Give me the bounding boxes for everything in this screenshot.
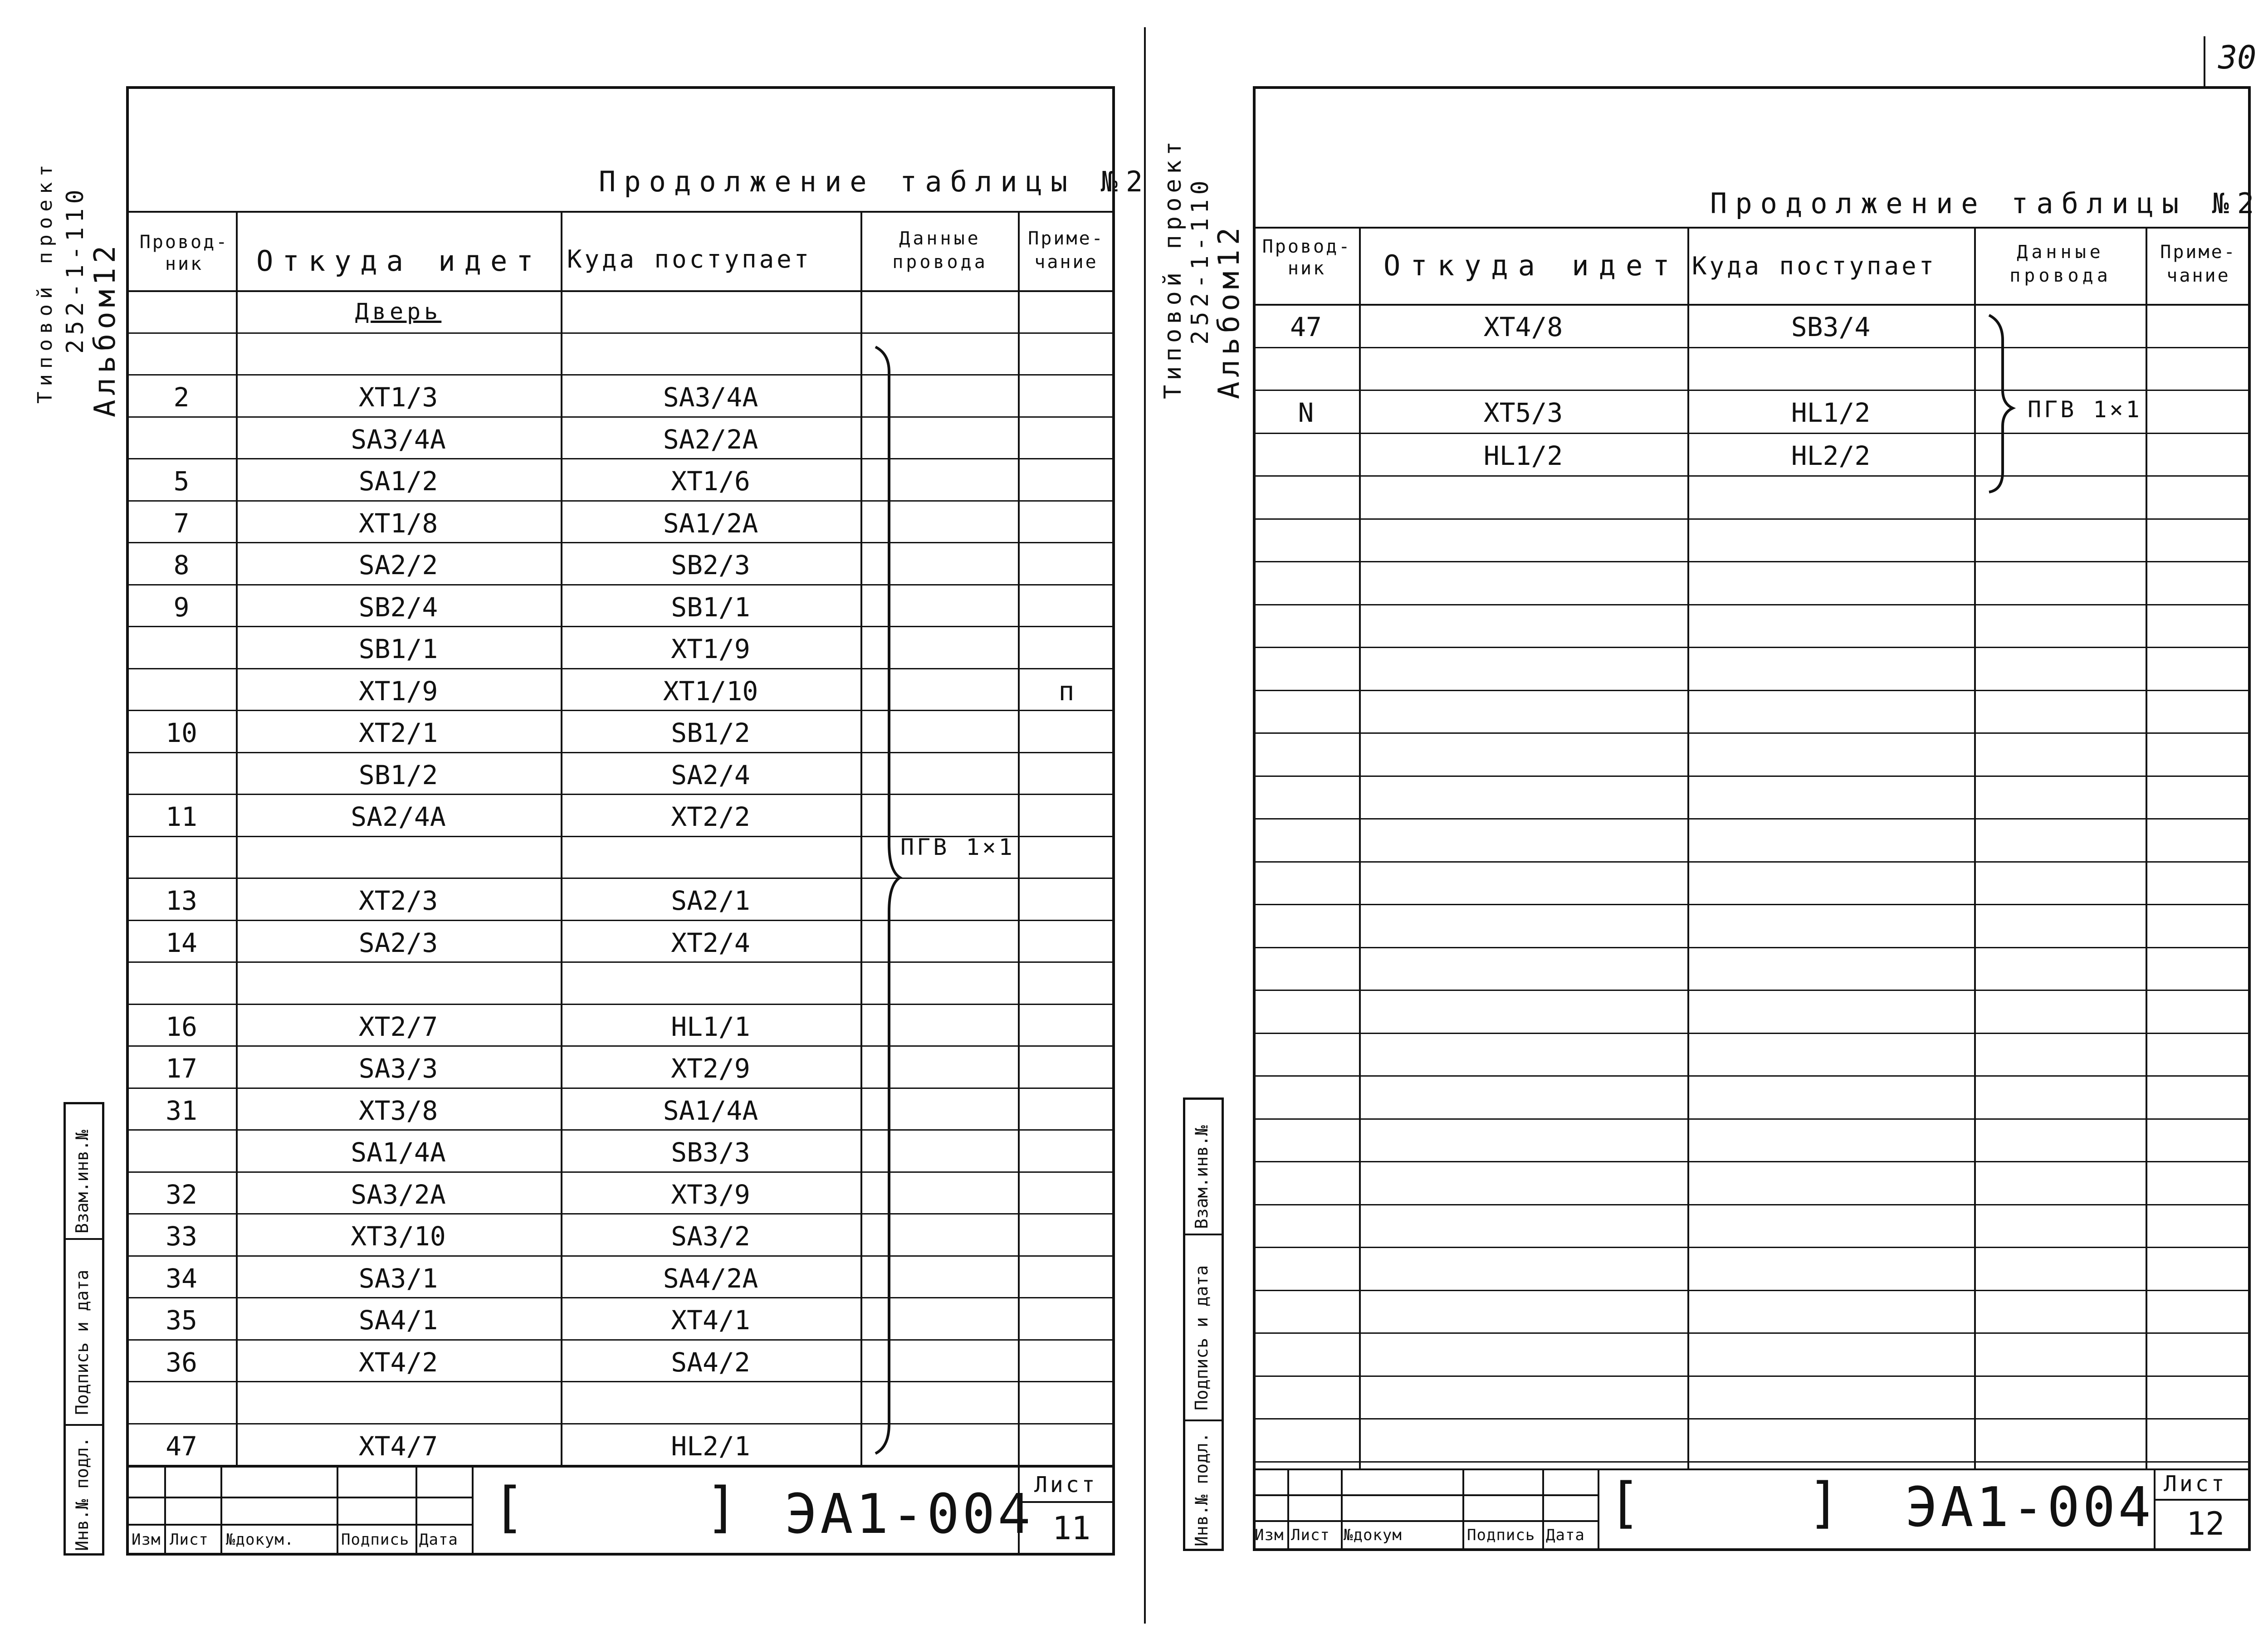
stamp-col-line <box>415 1466 417 1556</box>
row-to: HL1/2 <box>1791 397 1871 428</box>
header-bottom-line <box>126 290 1115 292</box>
row-conductor: 14 <box>166 927 197 958</box>
header-from: Откуда идет <box>256 244 543 278</box>
row-from: SA3/3 <box>358 1053 438 1084</box>
row-to: SA3/2 <box>671 1221 750 1252</box>
row-from: SA2/4A <box>351 801 446 832</box>
stamp-row-line <box>1253 1494 1598 1496</box>
stamp-sign-label: Подпись и дата <box>1192 1265 1212 1410</box>
stamp-col-line <box>164 1466 166 1556</box>
row-rule <box>1253 347 2251 348</box>
stamp-col-line <box>1542 1468 1544 1551</box>
row-rule <box>126 920 1115 921</box>
row-rule <box>126 878 1115 879</box>
side-label-album: Альбом12 <box>1212 223 1246 399</box>
row-rule <box>1253 690 2251 691</box>
brace-icon <box>871 345 903 1456</box>
row-from: XT1/3 <box>358 382 438 413</box>
row-rule <box>126 458 1115 459</box>
row-rule <box>1253 1290 2251 1291</box>
row-from: SB1/2 <box>358 759 438 790</box>
side-label-project: Типовой проект <box>1159 137 1187 399</box>
stamp-col-izm: Изм <box>1255 1526 1284 1544</box>
row-rule <box>1253 1033 2251 1034</box>
brace-icon <box>1984 313 2016 494</box>
row-rule <box>126 1339 1115 1341</box>
page-number-box <box>2204 36 2205 86</box>
row-to: SA4/2 <box>671 1346 750 1378</box>
stamp-sign-label: Подпись и дата <box>72 1269 92 1415</box>
row-rule <box>126 668 1115 669</box>
row-to: XT2/2 <box>671 801 750 832</box>
header-wire: Данные провода <box>2009 242 2112 286</box>
row-to: SB3/3 <box>671 1137 750 1168</box>
doc-code: ЭА1-004 <box>1905 1476 2154 1539</box>
wire-bracket <box>1984 313 2016 494</box>
row-rule <box>1253 1161 2251 1162</box>
stamp-replace-label: Взам.инв.№ <box>1192 1125 1212 1229</box>
row-conductor: 11 <box>166 801 197 832</box>
stamp-row-line <box>126 1497 472 1498</box>
row-rule <box>126 1381 1115 1382</box>
row-rule <box>126 332 1115 334</box>
row-conductor: 34 <box>166 1263 197 1294</box>
row-conductor: 17 <box>166 1053 197 1084</box>
header-top-line <box>1253 227 2251 229</box>
row-from: XT2/7 <box>358 1011 438 1042</box>
stamp-row-line <box>126 1524 472 1526</box>
stamp-col-line <box>1287 1468 1289 1551</box>
stamp-col-sign: Подпись <box>341 1531 410 1549</box>
row-note: п <box>1058 675 1075 707</box>
stamp-col-list: Лист <box>1291 1526 1330 1544</box>
row-rule <box>1253 604 2251 605</box>
row-conductor: 2 <box>173 382 190 413</box>
stamp-col-line <box>337 1466 338 1556</box>
col-divider <box>1018 211 1020 1467</box>
row-to: SB1/1 <box>671 591 750 623</box>
stamp-col-list: Лист <box>170 1531 209 1549</box>
row-from: XT2/3 <box>358 885 438 916</box>
row-rule <box>126 961 1115 963</box>
page-number: 30 <box>2218 39 2257 76</box>
row-rule <box>1253 561 2251 562</box>
row-from: XT4/8 <box>1483 312 1563 342</box>
wire-bracket <box>871 345 903 1456</box>
row-rule <box>1253 1375 2251 1377</box>
row-rule <box>126 1171 1115 1173</box>
row-rule <box>1253 1332 2251 1334</box>
row-conductor: 7 <box>173 507 190 539</box>
stamp-divider <box>472 1466 474 1556</box>
row-from: SA3/2A <box>351 1179 446 1210</box>
row-rule <box>126 752 1115 753</box>
row-to: XT3/9 <box>671 1179 750 1210</box>
row-to: SA2/2A <box>663 424 758 455</box>
stamp-col-line <box>220 1466 222 1556</box>
row-conductor: 10 <box>166 717 197 748</box>
stamp-col-doc: №докум <box>1344 1526 1402 1544</box>
center-fold-line <box>1144 27 1146 1624</box>
stamp-side-divider <box>64 1424 104 1426</box>
row-conductor: 13 <box>166 885 197 916</box>
row-from: XT2/1 <box>358 717 438 748</box>
header-note: Приме-чание <box>2160 242 2237 286</box>
row-rule <box>1253 1075 2251 1077</box>
row-rule <box>126 500 1115 502</box>
stamp-row-line <box>1253 1520 1598 1522</box>
row-from: SA1/2 <box>358 466 438 497</box>
row-rule <box>1253 433 2251 434</box>
row-conductor: 33 <box>166 1221 197 1252</box>
row-to: SA4/2A <box>663 1263 758 1294</box>
row-rule <box>126 710 1115 711</box>
stamp-side-divider <box>64 1238 104 1240</box>
stamp-top-line <box>1253 1468 2251 1470</box>
row-conductor: 32 <box>166 1179 197 1210</box>
stamp-bracket-open: [ <box>1608 1472 1641 1535</box>
stamp-bracket-close: ] <box>705 1476 738 1539</box>
table-caption: Продолжение таблицы №2 <box>1710 187 2263 220</box>
row-conductor: 31 <box>166 1095 197 1126</box>
row-to: HL2/2 <box>1791 440 1871 471</box>
row-from: SA2/2 <box>358 550 438 580</box>
row-rule <box>1253 1204 2251 1205</box>
row-rule <box>1253 861 2251 863</box>
row-rule <box>126 1045 1115 1047</box>
stamp-replace-label: Взам.инв.№ <box>72 1130 92 1234</box>
row-rule <box>1253 732 2251 734</box>
stamp-inv-label: Инв.№ подл. <box>1192 1432 1212 1546</box>
row-rule <box>126 626 1115 627</box>
stamp-col-date: Дата <box>1546 1526 1585 1544</box>
row-from: XT3/10 <box>351 1221 446 1252</box>
sheet-label: Лист <box>2164 1471 2227 1497</box>
row-rule <box>126 794 1115 795</box>
stamp-inv-label: Инв.№ подл. <box>72 1437 92 1551</box>
row-rule <box>1253 647 2251 648</box>
row-conductor: 5 <box>173 466 190 497</box>
sheet-number: 11 <box>1052 1510 1091 1547</box>
row-from: XT1/8 <box>358 507 438 539</box>
sheet-label: Лист <box>1034 1472 1098 1497</box>
row-to: SA1/4A <box>663 1095 758 1126</box>
row-from: HL1/2 <box>1483 440 1563 471</box>
row-to: XT1/6 <box>671 466 750 497</box>
doc-code: ЭА1-004 <box>785 1483 1033 1546</box>
side-label-number: 252-1-110 <box>62 185 89 354</box>
col-divider <box>860 211 862 1467</box>
stamp-col-line <box>1341 1468 1343 1551</box>
header-to: Куда поступает <box>567 245 812 273</box>
row-rule <box>126 1213 1115 1215</box>
row-from: XT4/2 <box>358 1346 438 1378</box>
row-from: SB2/4 <box>358 591 438 623</box>
stamp-col-doc: №докум. <box>226 1531 294 1549</box>
col-divider <box>2146 227 2147 1469</box>
stamp-col-date: Дата <box>419 1531 458 1549</box>
stamp-divider <box>1598 1468 1599 1551</box>
row-from: SA1/4A <box>351 1137 446 1168</box>
table-caption: Продолжение таблицы №2 <box>599 165 1151 198</box>
header-conductor: Провод-ник <box>1262 236 1352 279</box>
header-bottom-line <box>1253 304 2251 306</box>
row-rule <box>126 1004 1115 1005</box>
row-to: SB1/2 <box>671 717 750 748</box>
row-from: SA4/1 <box>358 1305 438 1336</box>
row-conductor: 16 <box>166 1011 197 1042</box>
row-rule <box>126 1129 1115 1131</box>
row-from: SA2/3 <box>358 927 438 958</box>
wire-data: ПГВ 1×1 <box>900 834 1015 860</box>
row-from: SA3/1 <box>358 1263 438 1294</box>
row-rule <box>126 1088 1115 1089</box>
row-rule <box>126 1297 1115 1298</box>
stamp-bracket-close: ] <box>1808 1472 1841 1535</box>
stamp-side-divider <box>1183 1234 1224 1235</box>
stamp-top-line <box>126 1466 1115 1468</box>
stamp-bracket-open: [ <box>492 1476 525 1539</box>
row-rule <box>1253 776 2251 777</box>
stamp-col-sign: Подпись <box>1467 1526 1535 1544</box>
header-conductor: Провод-ник <box>139 232 229 274</box>
row-conductor: 35 <box>166 1305 197 1336</box>
row-from: SA3/4A <box>351 424 446 455</box>
row-rule <box>1253 904 2251 905</box>
side-label-project: Типовой проект <box>34 159 57 404</box>
row-to: HL1/1 <box>671 1011 750 1042</box>
row-conductor: 47 <box>1290 312 1322 342</box>
stamp-col-izm: Изм <box>132 1531 161 1549</box>
wire-data: ПГВ 1×1 <box>2028 396 2142 423</box>
row-rule <box>1253 1247 2251 1248</box>
row-rule <box>126 584 1115 585</box>
header-note: Приме-чание <box>1028 228 1105 273</box>
row-rule <box>126 1423 1115 1424</box>
row-rule <box>126 416 1115 418</box>
row-to: XT2/4 <box>671 927 750 958</box>
row-to: XT4/1 <box>671 1305 750 1336</box>
row-rule <box>126 374 1115 376</box>
row-rule <box>1253 518 2251 520</box>
row-rule <box>1253 990 2251 991</box>
row-from: XT1/9 <box>358 675 438 707</box>
row-conductor: 9 <box>173 591 190 623</box>
row-from: XT4/7 <box>358 1430 438 1462</box>
row-rule <box>1253 475 2251 477</box>
header-wire: Данные провода <box>892 228 988 273</box>
row-to: XT2/9 <box>671 1053 750 1084</box>
row-from: XT5/3 <box>1483 397 1563 428</box>
row-to: SB2/3 <box>671 550 750 580</box>
header-to: Куда поступает <box>1692 252 1937 280</box>
stamp-col-line <box>1462 1468 1464 1551</box>
header-top-line <box>126 211 1115 213</box>
row-rule <box>126 542 1115 543</box>
stamp-divider <box>2154 1468 2156 1551</box>
row-conductor: 36 <box>166 1346 197 1378</box>
col-divider <box>1974 227 1976 1469</box>
row-rule <box>1253 947 2251 948</box>
stamp-divider <box>2154 1499 2251 1501</box>
row-to: SA1/2A <box>663 507 758 539</box>
row-to: SA3/4A <box>663 382 758 413</box>
row-rule <box>126 1255 1115 1257</box>
side-label-album: Альбом12 <box>88 241 122 417</box>
row-to: SB3/4 <box>1791 312 1871 342</box>
row-to: HL2/1 <box>671 1430 750 1462</box>
row-from: XT3/8 <box>358 1095 438 1126</box>
sheet-number: 12 <box>2186 1505 2225 1542</box>
row-rule <box>1253 1461 2251 1463</box>
row-to: XT1/10 <box>663 675 758 707</box>
row-from: Дверь <box>355 298 442 325</box>
side-label-number: 252-1-110 <box>1187 176 1214 345</box>
row-conductor: 47 <box>166 1430 197 1462</box>
row-to: SA2/1 <box>671 885 750 916</box>
stamp-side-divider <box>1183 1419 1224 1421</box>
row-to: SA2/4 <box>671 759 750 790</box>
row-to: XT1/9 <box>671 634 750 664</box>
row-from: SB1/1 <box>358 634 438 664</box>
row-rule <box>1253 818 2251 819</box>
header-from: Откуда идет <box>1383 249 1680 282</box>
row-rule <box>1253 390 2251 391</box>
row-conductor: 8 <box>173 550 190 580</box>
row-rule <box>1253 1418 2251 1419</box>
row-rule <box>1253 1118 2251 1120</box>
row-conductor: N <box>1298 397 1314 428</box>
